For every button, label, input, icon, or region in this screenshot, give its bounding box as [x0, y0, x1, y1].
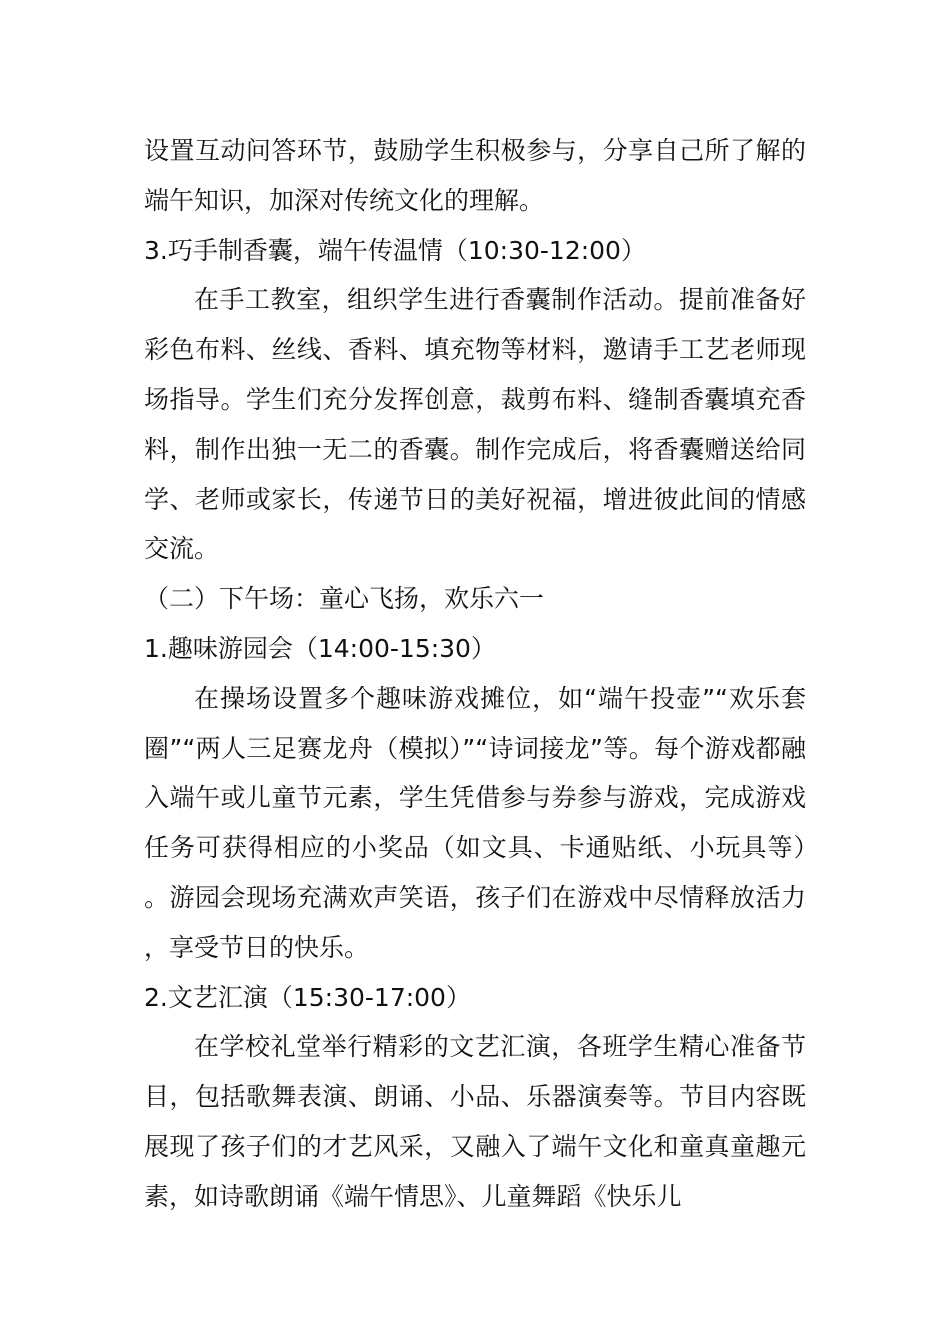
- paragraph-garden-party: 在操场设置多个趣味游戏摊位，如“端午投壶”“欢乐套圈”“两人三足赛龙舟（模拟）”“诗词接龙”等。每个游戏都融入端午或儿童节元素，学生凭借参与券参与游戏，完成游戏任务可获得相应的小奖品（如文具、卡通贴纸、小玩具等）。游园会现场充满欢声笑语，孩子们在游戏中尽情释放活力，享受节日的快乐。: [144, 683, 806, 962]
- heading-garden-party: 1.趣味游园会（14:00-15:30）: [144, 633, 496, 663]
- heading-afternoon-session: （二）下午场：童心飞扬，欢乐六一: [144, 584, 545, 614]
- heading-art-show: 2.文艺汇演（15:30-17:00）: [144, 982, 471, 1012]
- paragraph-sachet-making: 在手工教室，组织学生进行香囊制作活动。提前准备好彩色布料、丝线、香料、填充物等材料，邀请手工艺老师现场指导。学生们充分发挥创意，裁剪布料、缝制香囊填充香料，制作出独一无二的香囊。制作完成后，将香囊赠送给同学、老师或家长，传递节日的美好祝福，增进彼此间的情感交流。: [144, 285, 806, 564]
- paragraph-continuation: 设置互动问答环节，鼓励学生积极参与，分享自己所了解的端午知识，加深对传统文化的理解。: [144, 136, 806, 215]
- heading-sachet-making: 3.巧手制香囊，端午传温情（10:30-12:00）: [144, 235, 646, 265]
- document-body: [144, 126, 806, 1222]
- paragraph-art-show: 在学校礼堂举行精彩的文艺汇演，各班学生精心准备节目，包括歌舞表演、朗诵、小品、乐器演奏等。节目内容既展现了孩子们的才艺风采，又融入了端午文化和童真童趣元素，如诗歌朗诵《端午情思》、儿童舞蹈《快乐儿: [144, 1032, 806, 1211]
